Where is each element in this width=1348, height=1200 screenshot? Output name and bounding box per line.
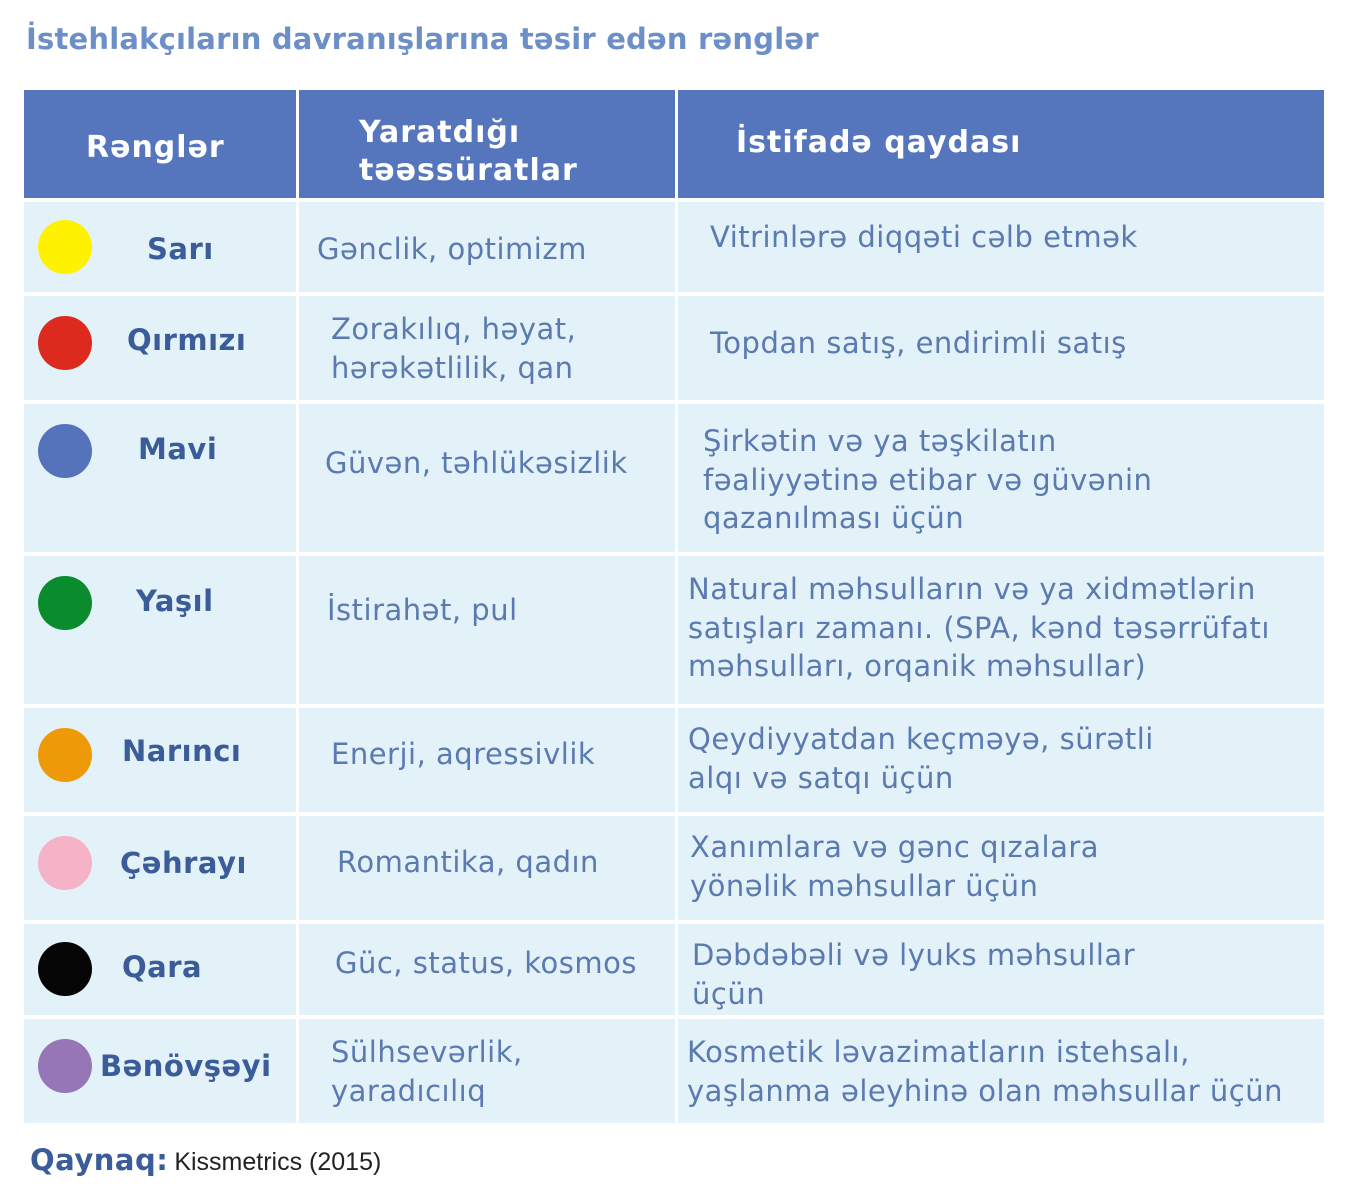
table-row (24, 816, 1324, 920)
usage-line: Qeydiyyatdan keçməyə, sürətli (688, 722, 1154, 756)
impression-cell (299, 556, 675, 704)
usage-text (688, 570, 1270, 686)
color-swatch (38, 576, 92, 630)
header-usage-label: İstifadə qaydası (736, 125, 1022, 160)
impression-text (331, 1033, 523, 1110)
usage-line: Şirkətin və ya təşkilatın (703, 424, 1057, 458)
color-swatch (38, 1039, 92, 1093)
usage-line: fəaliyyətinə etibar və güvənin (703, 462, 1153, 497)
impression-line: Gənclik, optimizm (317, 232, 587, 266)
header-cell-usage (678, 90, 1324, 198)
usage-line: Topdan satış, endirimli satış (710, 326, 1127, 360)
header-colors-label: Rənglər (86, 130, 225, 165)
usage-text (692, 936, 1135, 1013)
impression-line: hərəkətlilik, qan (331, 350, 574, 385)
color-swatch (38, 728, 92, 782)
usage-line: məhsulları, orqanik məhsullar) (688, 649, 1147, 683)
usage-text (703, 422, 1152, 538)
impression-cell (299, 404, 675, 552)
table-row (24, 296, 1324, 400)
color-swatch (38, 942, 92, 996)
usage-line: Kosmetik ləvazimatların istehsalı, (687, 1035, 1190, 1069)
color-cell (24, 202, 296, 292)
usage-cell (678, 816, 1324, 920)
color-cell (24, 1019, 296, 1123)
usage-cell (678, 924, 1324, 1015)
color-cell (24, 296, 296, 400)
impression-line: Güc, status, kosmos (335, 946, 637, 980)
impression-cell (299, 708, 675, 812)
usage-line: alqı və satqı üçün (688, 760, 954, 795)
usage-cell (678, 296, 1324, 400)
usage-text (710, 324, 1127, 363)
impression-text (335, 944, 637, 983)
impression-text (337, 843, 599, 882)
header-impressions-label (359, 114, 578, 190)
color-name: Qırmızı (127, 323, 247, 357)
source-label: Qaynaq: (30, 1143, 169, 1177)
color-swatch (38, 316, 92, 370)
usage-text (688, 720, 1154, 797)
table-row (24, 404, 1324, 552)
header-impressions-line-1: Yaratdığı (359, 115, 521, 150)
color-cell (24, 816, 296, 920)
impression-line: Zorakılıq, həyat, (331, 312, 577, 346)
color-name: Mavi (138, 432, 218, 466)
impression-line: Sülhsevərlik, (331, 1035, 523, 1069)
impression-text (331, 310, 576, 387)
impression-text (327, 591, 518, 630)
usage-cell (678, 708, 1324, 812)
table-row (24, 708, 1324, 812)
table-body (24, 202, 1324, 1123)
usage-line: Vitrinlərə diqqəti cəlb etmək (710, 220, 1138, 254)
table-header-row (24, 90, 1324, 198)
impression-cell (299, 296, 675, 400)
header-cell-impressions (299, 90, 675, 198)
impression-text (331, 735, 595, 774)
usage-line: Natural məhsulların və ya xidmətlərin (688, 572, 1256, 606)
header-cell-colors (24, 90, 296, 198)
usage-cell (678, 1019, 1324, 1123)
impression-text (325, 444, 628, 483)
impression-cell (299, 924, 675, 1015)
impression-line: Romantika, qadın (337, 845, 599, 879)
color-name: Sarı (147, 232, 214, 266)
usage-line: satışları zamanı. (SPA, kənd təsərrüfatı (688, 610, 1270, 645)
usage-text (710, 218, 1138, 257)
header-impressions-line-2: təəssüratlar (359, 153, 578, 188)
usage-text (687, 1033, 1283, 1110)
usage-text (690, 828, 1099, 905)
color-name: Bənövşəyi (100, 1049, 272, 1083)
usage-line: Xanımlara və gənc qızalara (690, 830, 1100, 864)
color-swatch (38, 424, 92, 478)
color-cell (24, 924, 296, 1015)
page-title: İstehlakçıların davranışlarına təsir edən rənglər (26, 22, 819, 56)
color-name: Yaşıl (136, 584, 214, 618)
usage-line: yaşlanma əleyhinə olan məhsullar üçün (687, 1073, 1284, 1108)
table-row (24, 1019, 1324, 1123)
usage-line: Dəbdəbəli və lyuks məhsullar (692, 938, 1136, 972)
table-row (24, 924, 1324, 1015)
colors-table (24, 90, 1324, 1123)
color-name: Çəhrayı (120, 846, 247, 880)
usage-line: üçün (692, 976, 766, 1011)
impression-line: yaradıcılıq (331, 1073, 487, 1108)
source-value: Kissmetrics (2015) (174, 1148, 382, 1176)
impression-cell (299, 816, 675, 920)
usage-cell (678, 556, 1324, 704)
color-cell (24, 708, 296, 812)
usage-line: yönəlik məhsullar üçün (690, 868, 1039, 903)
impression-cell (299, 202, 675, 292)
usage-line: qazanılması üçün (703, 501, 965, 535)
color-name: Qara (122, 950, 203, 984)
color-name: Narıncı (122, 734, 242, 768)
color-swatch (38, 220, 92, 274)
color-cell (24, 404, 296, 552)
impression-line: İstirahət, pul (327, 593, 518, 627)
usage-cell (678, 202, 1324, 292)
source-citation (30, 1143, 381, 1177)
impression-line: Enerji, aqressivlik (331, 737, 596, 771)
impression-cell (299, 1019, 675, 1123)
color-cell (24, 556, 296, 704)
impression-line: Güvən, təhlükəsizlik (325, 446, 628, 480)
color-swatch (38, 836, 92, 890)
impression-text (317, 230, 587, 269)
table-row (24, 202, 1324, 292)
usage-cell (678, 404, 1324, 552)
table-row (24, 556, 1324, 704)
